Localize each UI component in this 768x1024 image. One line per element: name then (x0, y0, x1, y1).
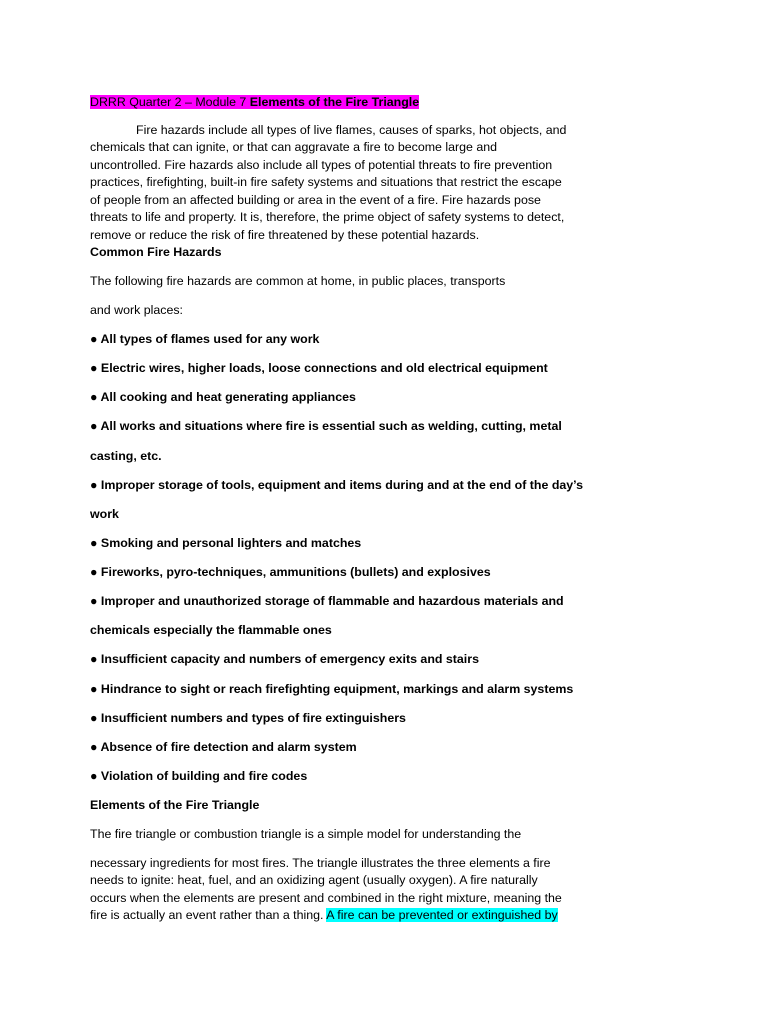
bullet-item: ● All types of flames used for any work (90, 332, 320, 346)
bullet-continuation: casting, etc. (90, 449, 162, 463)
title-prefix: DRRR Quarter 2 – Module 7 (90, 95, 250, 109)
last-line-plain: fire is actually an event rather than a thing. (90, 908, 327, 922)
intro-line: threats to life and property. It is, therefore, the prime object of safety systems to detect, (90, 210, 565, 224)
paragraph-line: The fire triangle or combustion triangle is a simple model for understanding the (90, 827, 522, 841)
bullet-continuation: chemicals especially the flammable ones (90, 623, 332, 637)
paragraph-line: and work places: (90, 303, 183, 317)
bullet-item: ● Fireworks, pyro-techniques, ammunitions (bullets) and explosives (90, 565, 491, 579)
highlighted-sentence: A fire can be prevented or extinguished by (326, 908, 558, 922)
bullet-item: ● Insufficient capacity and numbers of emergency exits and stairs (90, 652, 479, 666)
intro-line: remove or reduce the risk of fire threatened by these potential hazards. (90, 228, 480, 242)
paragraph-line-last (90, 907, 558, 924)
bullet-item: ● Improper storage of tools, equipment and items during and at the end of the day’s (90, 478, 584, 492)
title-highlight (90, 95, 419, 109)
paragraph-line: The following fire hazards are common at home, in public places, transports (90, 274, 506, 288)
bullet-item: ● Smoking and personal lighters and matches (90, 536, 362, 550)
bullet-item: ● Hindrance to sight or reach firefighting equipment, markings and alarm systems (90, 682, 574, 696)
bullet-continuation: work (90, 507, 119, 521)
paragraph-line: needs to ignite: heat, fuel, and an oxidizing agent (usually oxygen). A fire naturally (90, 873, 538, 887)
bullet-item: ● Absence of fire detection and alarm system (90, 740, 357, 754)
bullet-item: ● Violation of building and fire codes (90, 769, 308, 783)
bullet-item: ● Improper and unauthorized storage of flammable and hazardous materials and (90, 594, 564, 608)
intro-line: chemicals that can ignite, or that can aggravate a fire to become large and (90, 140, 498, 154)
title-bold: Elements of the Fire Triangle (249, 95, 420, 109)
intro-line: of people from an affected building or area in the event of a fire. Fire hazards pose (90, 193, 541, 207)
bullet-item: ● All cooking and heat generating appliances (90, 390, 356, 404)
bullet-item: ● All works and situations where fire is essential such as welding, cutting, metal (90, 419, 562, 433)
intro-line: uncontrolled. Fire hazards also include all types of potential threats to fire prevention (90, 158, 553, 172)
heading-common-fire-hazards: Common Fire Hazards (90, 245, 222, 259)
bullet-item: ● Insufficient numbers and types of fire extinguishers (90, 711, 406, 725)
paragraph-line: occurs when the elements are present and combined in the right mixture, meaning the (90, 891, 562, 905)
heading-elements-fire-triangle: Elements of the Fire Triangle (90, 798, 260, 812)
bullet-item: ● Electric wires, higher loads, loose connections and old electrical equipment (90, 361, 548, 375)
document-title (90, 94, 419, 111)
intro-line: practices, firefighting, built-in fire safety systems and situations that restrict the escape (90, 175, 562, 189)
intro-line: Fire hazards include all types of live flames, causes of sparks, hot objects, and (136, 123, 567, 137)
paragraph-line: necessary ingredients for most fires. The triangle illustrates the three elements a fire (90, 856, 551, 870)
